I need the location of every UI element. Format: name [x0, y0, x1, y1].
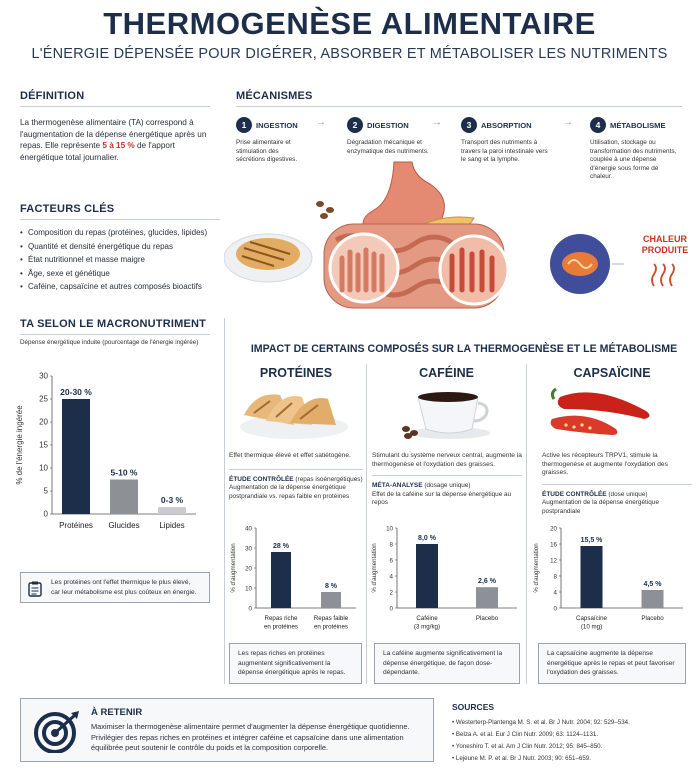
step-number: 1 [236, 117, 252, 133]
arrow-right-icon: → [316, 117, 326, 128]
column-cafeine [367, 366, 526, 380]
bar [416, 544, 438, 608]
study-label: ÉTUDE CONTRÔLÉE [229, 475, 294, 483]
y-axis-label: % d'augmentation [533, 543, 540, 593]
capsaicine-conclusion: La capsaïcine augmente la dépense énergétique après le repas et peut favoriser l'oxydation des graisses. [538, 643, 686, 684]
mech-step-3 [461, 117, 561, 165]
mechanisms-divider [236, 106, 682, 107]
column-proteines [226, 366, 366, 380]
column-desc: Stimulant du système nerveux central, augmente la thermogenèse et l'oxydation des graisses. [372, 452, 522, 468]
definition-divider [20, 106, 210, 107]
cell-mitochondria-icon [550, 234, 610, 294]
step-desc: Utilisation, stockage ou transformation des nutriments, couplée à une dépense d'énergie sous forme de chaleur. [590, 139, 677, 180]
data-label: 5-10 % [110, 467, 138, 478]
study-sub: (repas isoénergétiques) [293, 475, 363, 483]
data-label: 8,0 % [418, 535, 436, 542]
bar [62, 399, 90, 514]
x-tick-label: en protéines [263, 623, 299, 631]
proteines-details [229, 452, 363, 501]
study-desc: Effet de la caféine sur la dépense énergétique au repos [372, 490, 512, 506]
x-tick-label: Repas faible [313, 615, 349, 623]
y-tick-label: 4 [389, 573, 393, 581]
cafeine-bar-chart [367, 520, 526, 638]
capsaicine-bar-chart [527, 520, 697, 638]
y-tick-label: 30 [39, 371, 48, 381]
step-number: 2 [347, 117, 363, 133]
factor-item: • Âge, sexe et génétique [20, 267, 220, 281]
impact-title: IMPACT DE CERTAINS COMPOSÉS SUR LA THERMOGENÈSE ET LE MÉTABOLISME [250, 343, 678, 355]
source-item: • Westerterp-Plantenga M. S. et al. Br J Nutr. 2004; 92: 529–534. [452, 719, 630, 726]
column-title: CAFÉINE [419, 366, 474, 380]
step-title: MÉTABOLISME [610, 120, 666, 130]
bar [110, 480, 138, 515]
cafeine-conclusion: La caféine augmente significativement la dépense énergétique, de façon dose-dépendante. [374, 643, 520, 684]
arrow-right-icon: → [432, 117, 442, 128]
y-tick-label: 0 [43, 509, 48, 519]
step-title: ABSORPTION [481, 120, 532, 130]
macro-note-text: Les protéines ont l'effet thermique le plus élevé, car leur métabolisme est plus coûteux en énergie. [51, 579, 197, 596]
y-tick-label: 6 [389, 557, 393, 565]
column-desc: Effet thermique élevé et effet satiétogène. [229, 452, 351, 459]
factors-divider [20, 219, 220, 220]
factors-list [20, 226, 220, 294]
macro-section [20, 318, 210, 346]
y-tick-label: 20 [550, 525, 557, 533]
page-title: THERMOGENÈSE ALIMENTAIRE [103, 6, 596, 41]
column-desc: Active les récepteurs TRPV1, stimule la thermogenèse et augmente l'oxydation des graisses. [542, 452, 668, 476]
factor-item: • Composition du repas (protéines, glucides, lipides) [20, 226, 220, 240]
impact-left-divider [224, 318, 225, 684]
definition-section [20, 90, 210, 163]
macro-title: TA SELON LE MACRONUTRIMENT [20, 318, 207, 330]
study-sub: (dose unique) [606, 490, 648, 498]
bar [158, 507, 186, 514]
y-tick-label: 15 [39, 440, 48, 450]
x-tick-label: Capsaïcine [576, 615, 607, 623]
nuts-icon [316, 201, 334, 219]
y-tick-label: 10 [39, 463, 48, 473]
study-desc: Augmentation de la dépense énergétique postprandiale [542, 499, 659, 515]
y-tick-label: 8 [553, 573, 557, 581]
page-subtitle: L'ÉNERGIE DÉPENSÉE POUR DIGÉRER, ABSORBER ET MÉTABOLISER LES NUTRIMENTS [31, 46, 668, 62]
y-axis-label: % d'augmentation [230, 543, 237, 593]
mechanisms-section [236, 90, 682, 107]
bar [642, 590, 664, 608]
data-label: 20-30 % [60, 387, 92, 397]
y-tick-label: 25 [39, 394, 48, 404]
step-title: DIGESTION [367, 120, 409, 130]
y-tick-label: 20 [245, 565, 252, 573]
x-tick-label: (10 mg) [580, 623, 603, 631]
study-sub: (dosage unique) [422, 482, 471, 489]
y-tick-label: 10 [386, 525, 393, 533]
column-title: PROTÉINES [259, 366, 333, 380]
villi-magnified-icon [330, 234, 398, 302]
step-desc: Prise alimentaire et stimulation des sécrétions digestives. [236, 139, 298, 163]
coffee-cup-icon [396, 385, 496, 441]
target-icon [33, 709, 81, 753]
x-tick-label: Caféine [416, 615, 438, 623]
step-number: 3 [461, 117, 477, 133]
capsaicine-details [542, 452, 692, 516]
definition-highlight: 5 à 15 % [102, 141, 135, 150]
column-divider [372, 475, 522, 476]
y-axis-label: % de l'énergie ingérée [15, 405, 24, 485]
study-label: ÉTUDE CONTRÔLÉE [542, 490, 607, 498]
x-tick-label: Protéines [59, 521, 93, 530]
data-label: 2,6 % [478, 578, 496, 586]
y-tick-label: 8 [389, 541, 393, 549]
y-tick-label: 5 [43, 486, 48, 496]
retain-text: Maximiser la thermogenèse alimentaire permet d'augmenter la dépense énergétique quotidienne. Privilégier des repas riches en protéines et intégrer caféine et capsaïcine dans une alimentation équilibrée peut soutenir le contrôle du poids et la composition corporelle. [91, 722, 410, 752]
sliced-chicken-icon [236, 385, 352, 441]
factors-title: FACTEURS CLÉS [20, 203, 115, 215]
macro-note-box [20, 572, 210, 603]
bar [271, 552, 291, 608]
bar [321, 592, 341, 608]
proteines-bar-chart [226, 520, 366, 638]
study-label: MÉTA-ANALYSE [372, 482, 423, 489]
column-title: CAPSAÏCINE [573, 366, 651, 380]
macro-divider [20, 334, 210, 335]
y-tick-label: 40 [245, 525, 252, 533]
vessel-magnified-icon [440, 236, 508, 304]
x-tick-label: en protéines [313, 623, 349, 631]
arrow-right-icon: → [563, 117, 573, 128]
study-desc: Augmentation de la dépense énergétique postprandiale vs. repas faible en protéines [229, 484, 350, 500]
factors-section [20, 203, 220, 294]
macro-note: Dépense énergétique induite (pourcentage de l'énergie ingérée) [20, 339, 199, 346]
source-item: • Belza A. et al. Eur J Clin Nutr. 2009; 63: 1124–1131. [452, 731, 599, 738]
definition-text: La thermogenèse alimentaire (TA) correspond à l'augmentation de la dépense énergétique après un repas. Elle représente 5 à 15 % de l'apport énergétique total journalier. [20, 118, 207, 162]
x-tick-label: Lipides [159, 521, 185, 530]
sources-section [452, 702, 692, 765]
y-tick-label: 30 [245, 545, 252, 553]
x-tick-label: Repas riche [264, 615, 298, 623]
y-tick-label: 2 [389, 589, 393, 597]
source-item: • Yoneshiro T. et al. Am J Clin Nutr. 2012; 95: 845–850. [452, 743, 603, 750]
cafeine-details [372, 452, 522, 508]
retain-title: À RETENIR [91, 707, 143, 718]
x-tick-label: (3 mg/kg) [413, 623, 441, 631]
macro-bar-chart [10, 362, 205, 542]
column-capsaicine [527, 366, 697, 380]
clipboard-icon [28, 581, 42, 597]
column-divider [542, 484, 692, 485]
data-label: 28 % [273, 543, 289, 550]
heat-waves-icon [648, 262, 678, 288]
sources-title: SOURCES [452, 702, 495, 712]
chili-pepper-icon [546, 385, 666, 441]
y-tick-label: 0 [553, 605, 557, 613]
y-tick-label: 10 [245, 585, 252, 593]
data-label: 15,5 % [580, 537, 603, 544]
factor-item: • Quantité et densité énergétique du repas [20, 240, 220, 254]
retain-box [20, 698, 434, 762]
digestive-illustration [224, 160, 624, 312]
x-tick-label: Placebo [641, 615, 664, 623]
factor-item: • État nutritionnel et masse maigre [20, 253, 220, 267]
definition-title: DÉFINITION [20, 90, 85, 102]
y-tick-label: 16 [550, 541, 557, 549]
y-tick-label: 0 [248, 605, 252, 613]
mechanisms-title: MÉCANISMES [236, 90, 313, 102]
data-label: 0-3 % [160, 495, 184, 506]
step-desc: Dégradation mécanique et enzymatique des nutriments. [347, 139, 429, 155]
bar [476, 587, 498, 608]
y-tick-label: 4 [553, 589, 557, 597]
x-tick-label: Placebo [475, 615, 499, 623]
proteines-conclusion: Les repas riches en protéines augmentent significativement la dépense énergétique après le repas. [229, 643, 362, 684]
data-label: 4,5 % [643, 581, 662, 588]
y-tick-label: 0 [389, 605, 393, 613]
x-tick-label: Glucides [108, 521, 140, 530]
step-title: INGESTION [256, 120, 298, 130]
factor-item: • Caféine, capsaïcine et autres composés bioactifs [20, 280, 220, 294]
bar [581, 546, 603, 608]
column-divider [229, 469, 363, 470]
y-tick-label: 20 [39, 417, 48, 427]
heat-label: CHALEUR PRODUITE [641, 234, 689, 255]
data-label: 8 % [324, 583, 338, 590]
step-number: 4 [590, 117, 606, 133]
y-axis-label: % d'augmentation [371, 543, 378, 593]
source-item: • Lejeune M. P. et al. Br J Nutr. 2003; 90: 651–659. [452, 755, 591, 762]
chicken-plate-icon [224, 234, 312, 282]
step-desc: Transport des nutriments à travers la paroi intestinale vers le sang et la lymphe. [461, 139, 548, 163]
y-tick-label: 12 [550, 557, 557, 565]
